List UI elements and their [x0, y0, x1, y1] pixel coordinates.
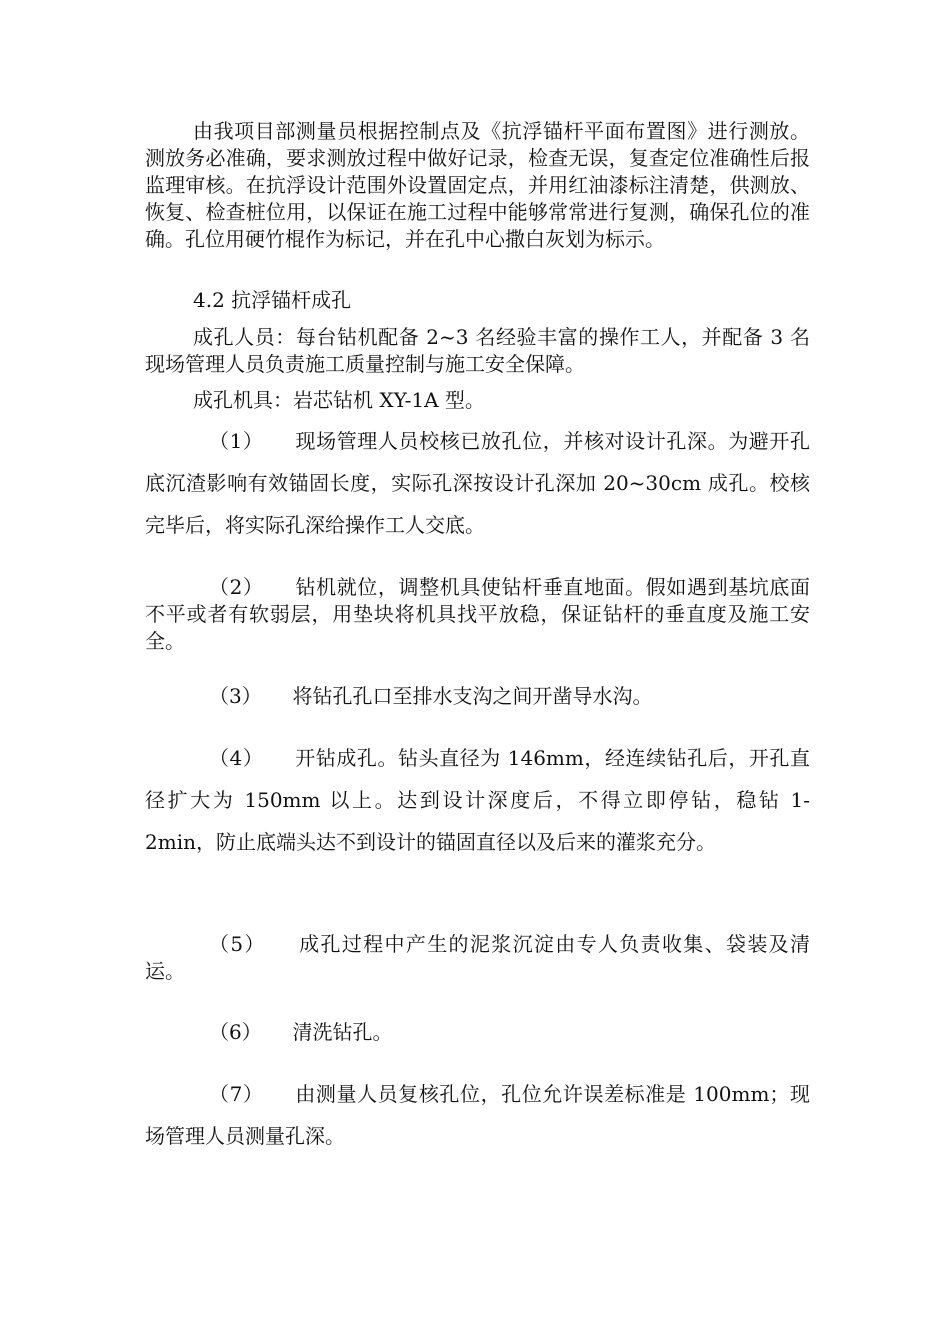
list-item-number: （5）: [209, 932, 266, 956]
list-item-number: （2）: [209, 575, 264, 599]
list-item-number: （6）: [209, 1020, 262, 1044]
list-item-text: 开钻成孔。钻头直径为 146mm，经连续钻孔后，开孔直径扩大为 150mm 以上。达到设计深度后，不得立即停钻，稳钻 1-2min，防止底端头达不到设计的锚固直径以及后来的灌浆充分。: [145, 746, 810, 854]
list-item-number: （7）: [209, 1082, 264, 1106]
list-item-text: 将钻孔孔口至排水支沟之间开凿导水沟。: [292, 684, 653, 708]
list-item-4: [145, 737, 810, 863]
list-item-text: 成孔过程中产生的泥浆沉淀由专人负责收集、袋装及清运。: [145, 932, 810, 983]
equipment-paragraph: 成孔机具：岩芯钻机 XY-1A 型。: [193, 388, 485, 412]
list-item-text: 钻机就位，调整机具使钻杆垂直地面。假如遇到基坑底面不平或者有软弱层，用垫块将机具找平放稳，保证钻杆的垂直度及施工安全。: [145, 575, 811, 653]
list-item-5: [145, 931, 810, 985]
section-heading: 4.2 抗浮锚杆成孔: [193, 288, 352, 312]
list-item-7: [145, 1073, 810, 1157]
list-item-number: （3）: [209, 684, 262, 708]
list-item-6: [145, 1019, 810, 1046]
list-item-text: 清洗钻孔。: [292, 1020, 393, 1044]
list-item-1: [145, 420, 810, 546]
list-item-text: 由测量人员复核孔位，孔位允许误差标准是 100mm；现场管理人员测量孔深。: [145, 1082, 810, 1148]
list-item-number: （4）: [209, 746, 264, 770]
list-item-2: [145, 574, 810, 655]
list-item-number: （1）: [209, 429, 264, 453]
list-item-text: 现场管理人员校核已放孔位，并核对设计孔深。为避开孔底沉渣影响有效锚固长度，实际孔深按设计孔深加 20~30cm 成孔。校核完毕后，将实际孔深给操作工人交底。: [145, 429, 811, 537]
intro-paragraph: 由我项目部测量员根据控制点及《抗浮锚杆平面布置图》进行测放。测放务必准确，要求测放过程中做好记录，检查无误，复查定位准确性后报监理审核。在抗浮设计范围外设置固定点，并用红油漆标注清楚，供测放、恢复、检查桩位用，以保证在施工过程中能够常常进行复测，确保孔位的准确。孔位用硬竹棍作为标记，并在孔中心撒白灰划为标示。: [145, 119, 810, 251]
list-item-3: [145, 683, 810, 710]
staff-paragraph: 成孔人员：每台钻机配备 2~3 名经验丰富的操作工人，并配备 3 名现场管理人员负责施工质量控制与施工安全保障。: [145, 325, 810, 376]
